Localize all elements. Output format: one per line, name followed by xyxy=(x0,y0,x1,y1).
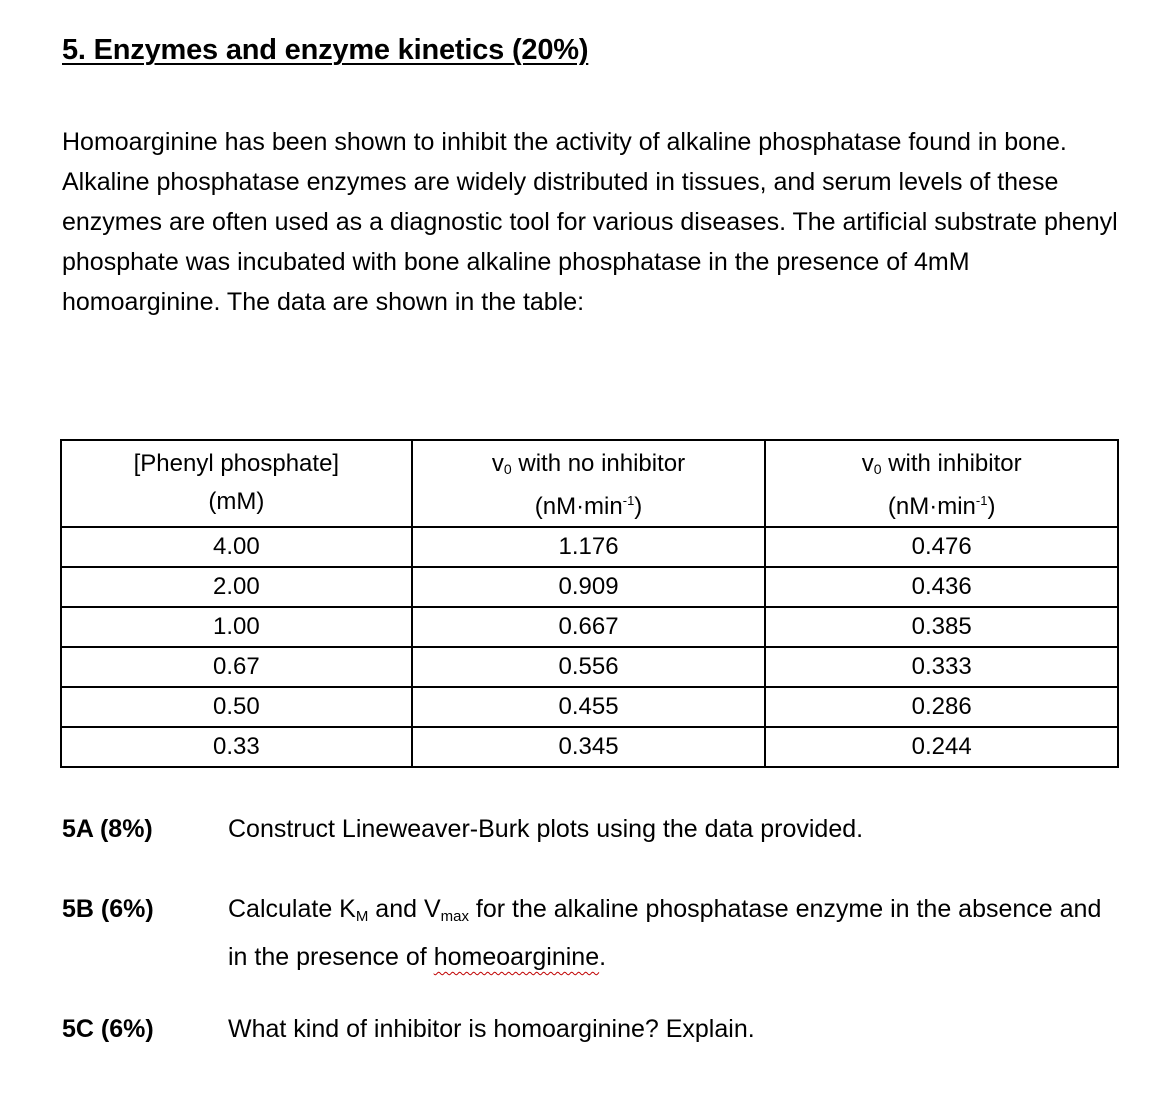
table-row xyxy=(61,687,1118,727)
cell-substrate: 2.00 xyxy=(61,567,412,607)
header-v0-symbol: v xyxy=(491,450,504,477)
question-5b-label: 5B (6%) xyxy=(62,895,154,923)
km-subscript: M xyxy=(355,908,369,925)
question-5c-text: What kind of inhibitor is homoarginine? Explain. xyxy=(228,1015,755,1043)
cell-v0-with-inhibitor: 0.286 xyxy=(765,687,1118,727)
header-vi-symbol: v xyxy=(861,450,874,477)
section-heading: 5. Enzymes and enzyme kinetics (20%) xyxy=(62,34,589,66)
table-row xyxy=(61,727,1118,767)
header-vi-unit: $(nM\cdot\min^{-1})$ xyxy=(887,493,996,520)
kinetics-data-table xyxy=(60,439,1119,768)
cell-substrate: 1.00 xyxy=(61,607,412,647)
question-5a-label: 5A (8%) xyxy=(62,815,153,843)
header-v0-unit: $(nM\cdot\min^{-1})$ xyxy=(534,493,643,520)
question-5c-label: 5C (6%) xyxy=(62,1015,154,1043)
vmax-subscript: max xyxy=(440,908,469,925)
cell-v0-no-inhibitor: 0.909 xyxy=(412,567,766,607)
cell-v0-no-inhibitor: 1.176 xyxy=(412,527,766,567)
table-row xyxy=(61,567,1118,607)
cell-v0-with-inhibitor: 0.436 xyxy=(765,567,1118,607)
header-vi-subscript: 0 xyxy=(873,461,882,477)
cell-v0-no-inhibitor: 0.345 xyxy=(412,727,766,767)
cell-substrate: 4.00 xyxy=(61,527,412,567)
cell-substrate: 0.33 xyxy=(61,727,412,767)
cell-v0-with-inhibitor: 0.244 xyxy=(765,727,1118,767)
cell-v0-no-inhibitor: 0.556 xyxy=(412,647,766,687)
header-substrate-unit: (mM) xyxy=(208,488,265,515)
question-5b-text: Calculate $K_M$ and $V_{max}$ for the alkaline phosphatase enzyme in the absence and in the presence of homeoarginine. xyxy=(228,895,1102,971)
table-header-row xyxy=(61,440,1118,527)
header-vi-label: with inhibitor xyxy=(881,450,1022,477)
question-5a-text: Construct Lineweaver-Burk plots using the data provided. xyxy=(228,815,864,843)
cell-v0-no-inhibitor: 0.667 xyxy=(412,607,766,647)
cell-v0-with-inhibitor: 0.333 xyxy=(765,647,1118,687)
table-row xyxy=(61,607,1118,647)
table-row xyxy=(61,647,1118,687)
cell-v0-with-inhibitor: 0.476 xyxy=(765,527,1118,567)
header-v0-no-inhibitor xyxy=(412,440,766,527)
cell-substrate: 0.50 xyxy=(61,687,412,727)
header-substrate-line1: [Phenyl phosphate] xyxy=(133,450,340,477)
intro-paragraph: Homoarginine has been shown to inhibit the activity of alkaline phosphatase found in bone. Alkaline phosphatase enzymes are widely distributed in tissues, and serum levels of these enzymes are often used as a diagnostic tool for various diseases. The artificial substrate phenyl phosphate was incubated with bone alkaline phosphatase in the presence of 4mM homoarginine. The data are shown in the table: xyxy=(62,128,1118,316)
header-v0-with-inhibitor xyxy=(765,440,1118,527)
header-substrate xyxy=(61,440,412,527)
cell-v0-no-inhibitor: 0.455 xyxy=(412,687,766,727)
header-v0-subscript: 0 xyxy=(503,461,512,477)
spellcheck-word: homeoarginine xyxy=(433,943,600,971)
cell-substrate: 0.67 xyxy=(61,647,412,687)
header-v0-label: with no inhibitor xyxy=(511,450,686,477)
table-row xyxy=(61,527,1118,567)
cell-v0-with-inhibitor: 0.385 xyxy=(765,607,1118,647)
